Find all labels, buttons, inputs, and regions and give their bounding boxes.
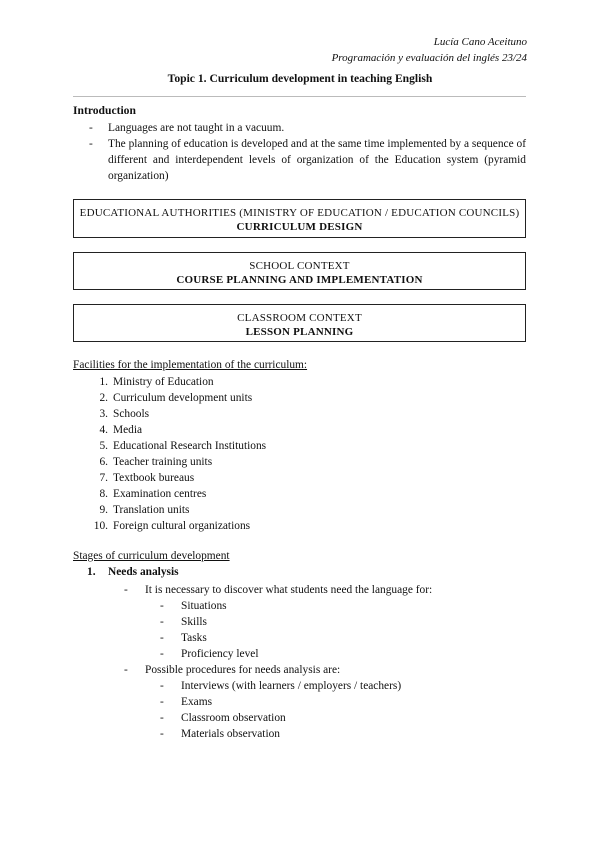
facilities-list xyxy=(87,374,266,534)
box-level: CURRICULUM DESIGN xyxy=(236,221,363,233)
list-item: - Proficiency level xyxy=(160,648,259,660)
header-author: Lucía Cano Aceituno xyxy=(433,36,527,48)
box-level: COURSE PLANNING AND IMPLEMENTATION xyxy=(176,274,423,286)
list-item: - Materials observation xyxy=(160,728,281,740)
list-item: 4. Media xyxy=(99,424,143,436)
list-item: - Languages are not taught in a vacuum. xyxy=(89,122,285,134)
list-item: - Skills xyxy=(160,616,207,628)
list-item: - Tasks xyxy=(160,632,207,644)
list-item: - Exams xyxy=(160,696,213,708)
page-title: Topic 1. Curriculum development in teaching English xyxy=(167,72,433,85)
stage-heading: 1. Needs analysis xyxy=(87,566,179,578)
stage-subitems xyxy=(160,678,401,742)
list-item: 6. Teacher training units xyxy=(99,456,213,468)
stage-point: - It is necessary to discover what students need the language for: xyxy=(124,584,433,596)
facilities-heading: Facilities for the implementation of the curriculum: xyxy=(73,359,308,371)
box-context: SCHOOL CONTEXT xyxy=(249,260,350,272)
stages-heading: Stages of curriculum development xyxy=(73,550,230,562)
level-box-classroom xyxy=(73,304,526,342)
list-item: 8. Examination centres xyxy=(99,488,207,500)
box-context: CLASSROOM CONTEXT xyxy=(237,312,362,324)
list-item: 5. Educational Research Institutions xyxy=(99,440,267,452)
introduction-heading: Introduction xyxy=(73,104,136,117)
title-divider xyxy=(73,96,526,97)
level-box-school xyxy=(73,252,526,290)
list-item: - Classroom observation xyxy=(160,712,286,724)
list-item: 2. Curriculum development units xyxy=(99,392,253,404)
list-item: 10. Foreign cultural organizations xyxy=(93,520,251,532)
level-box-authorities xyxy=(73,199,526,238)
introduction-list xyxy=(73,120,526,184)
list-item: - Interviews (with learners / employers / teachers) xyxy=(160,680,402,692)
header-course: Programación y evaluación del inglés 23/24 xyxy=(331,52,527,64)
stage-subitems xyxy=(160,598,259,662)
box-level: LESSON PLANNING xyxy=(245,326,354,338)
list-item: 7. Textbook bureaus xyxy=(99,472,195,484)
box-context: EDUCATIONAL AUTHORITIES (MINISTRY OF EDUCATION / EDUCATION COUNCILS) xyxy=(79,207,520,219)
stage-point: - Possible procedures for needs analysis are: xyxy=(124,664,341,676)
list-item: - Situations xyxy=(160,600,227,612)
list-item: 3. Schools xyxy=(99,408,150,420)
list-item: 9. Translation units xyxy=(99,504,190,516)
list-item: 1. Ministry of Education xyxy=(99,376,214,388)
list-item: - The planning of education is developed and at the same time implemented by a sequence of different and interdependent levels of organization of the Education system (pyramid organization) xyxy=(89,138,526,182)
